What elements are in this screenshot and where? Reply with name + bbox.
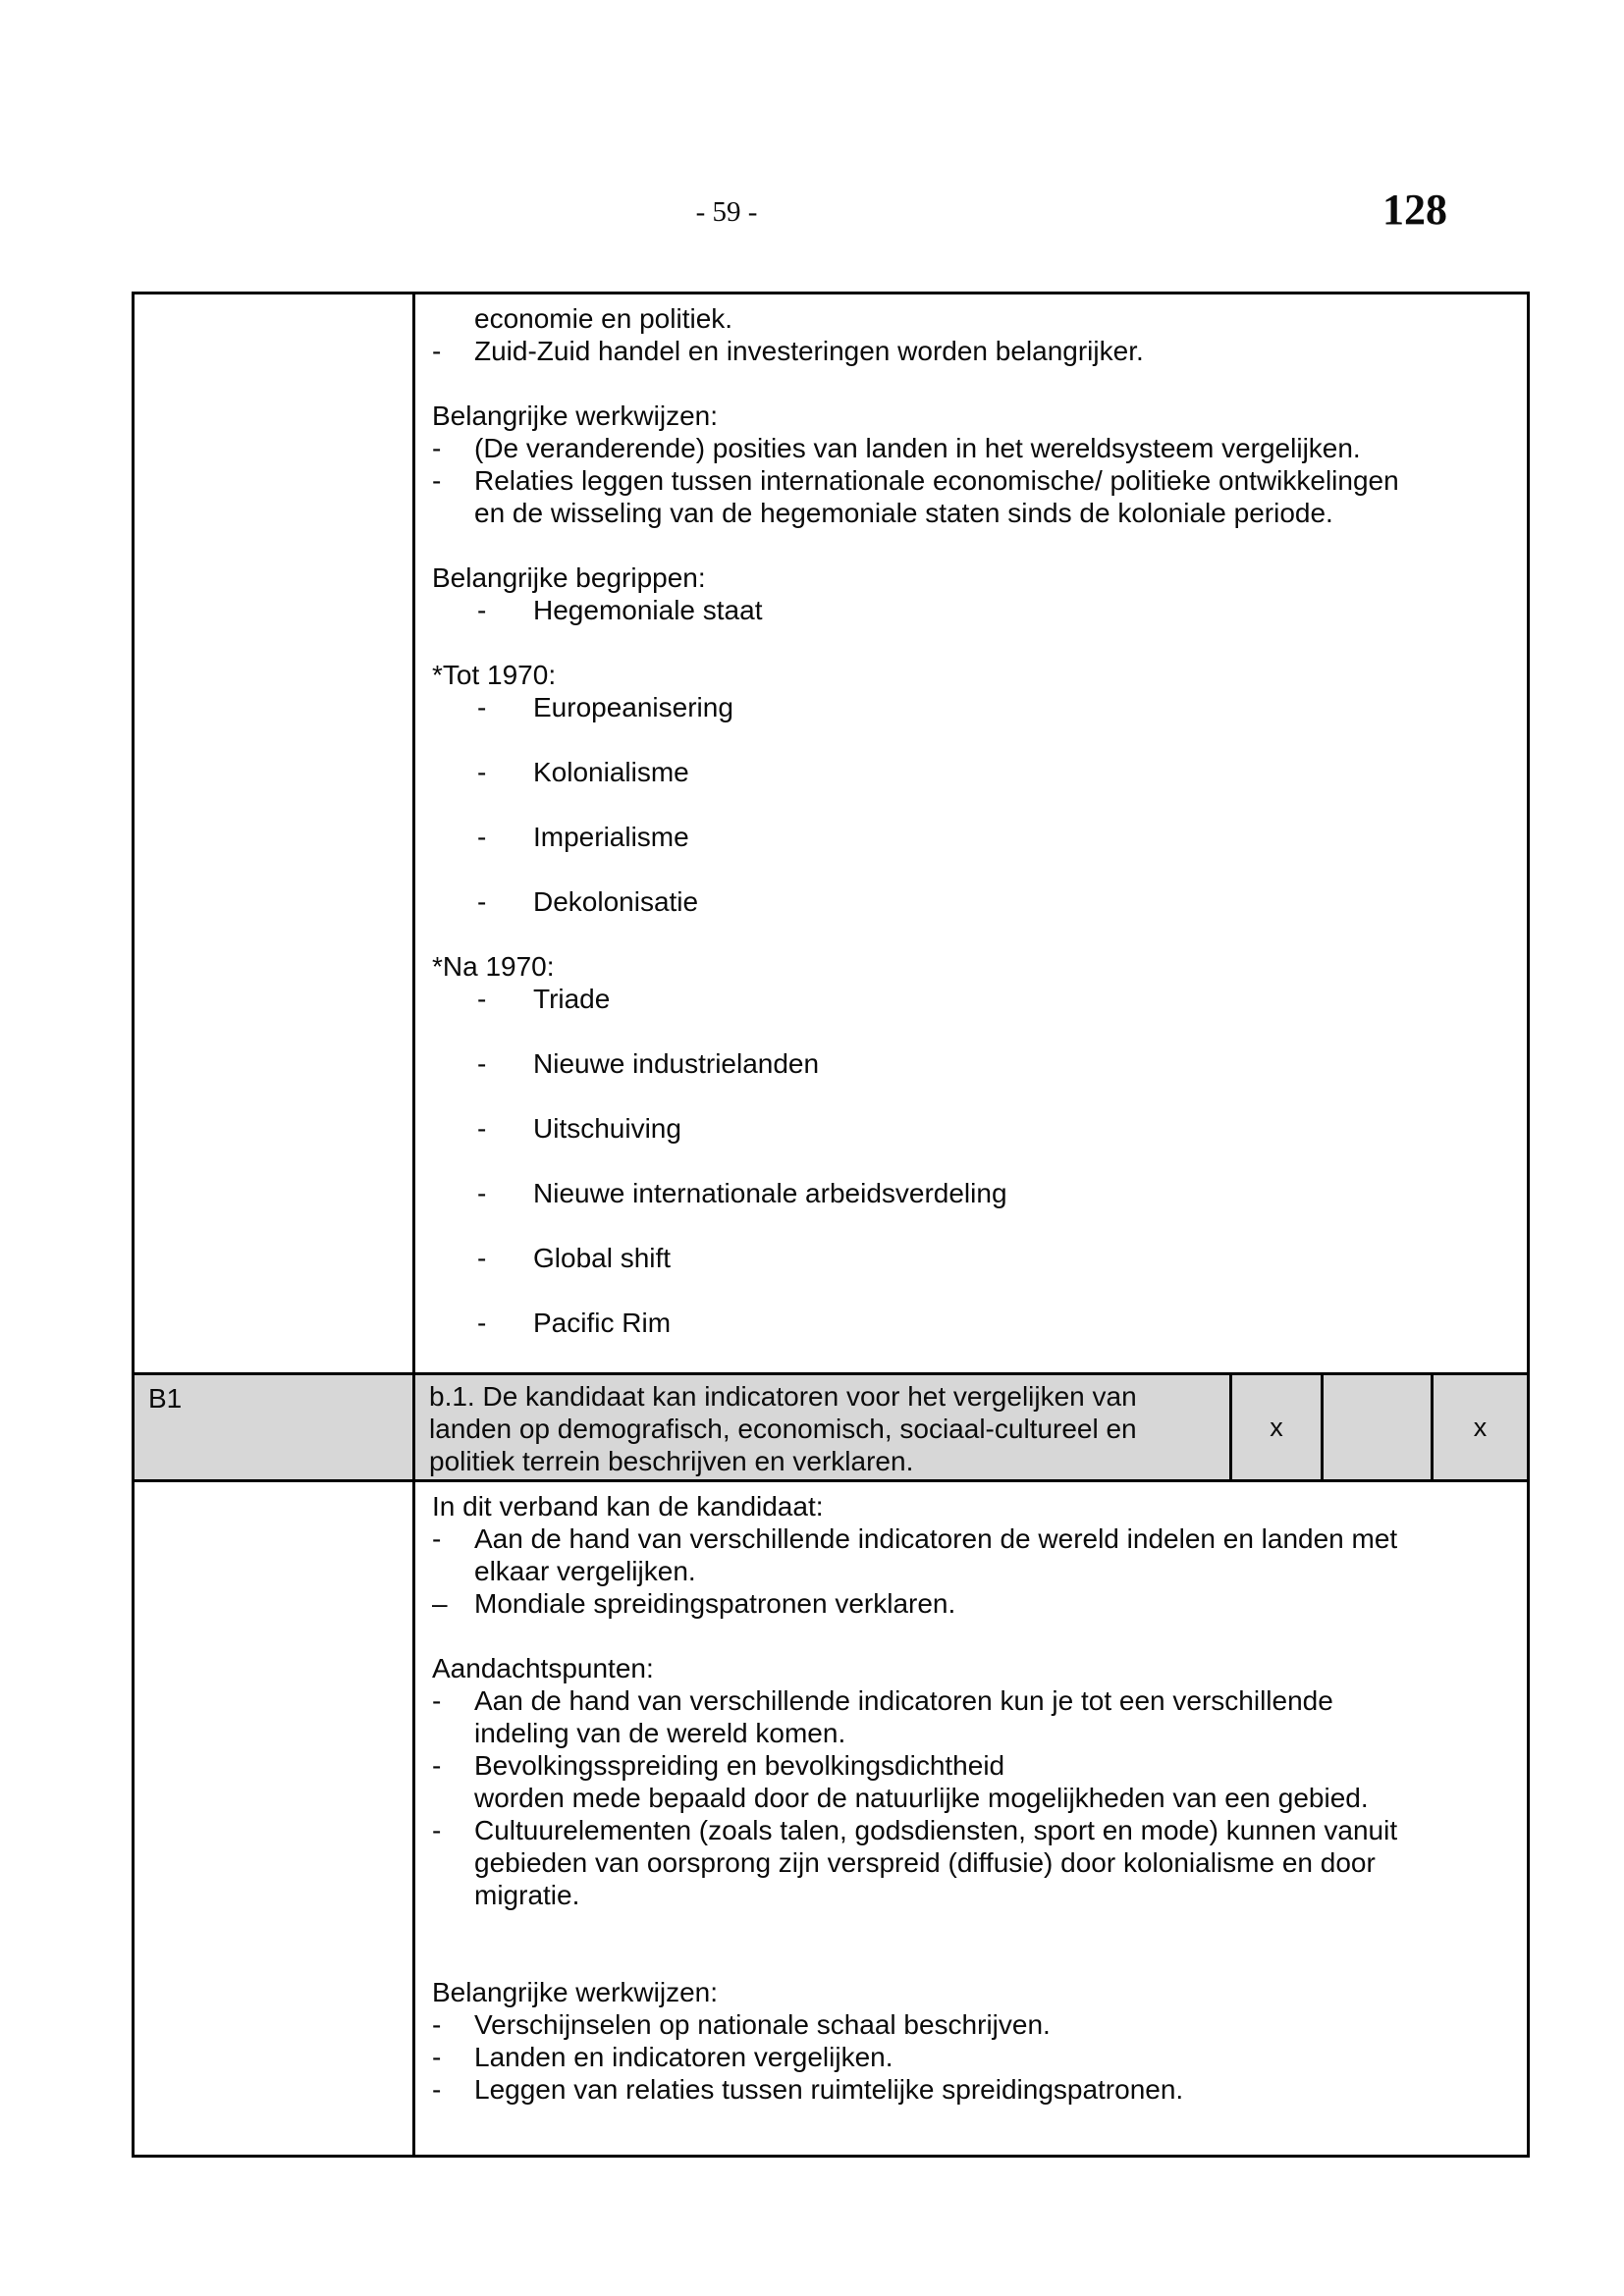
blank-line: [415, 1015, 1527, 1047]
bullet-text: Cultuurelementen (zoals talen, godsdiensten, sport en mode) kunnen vanuit: [474, 1815, 1398, 1845]
bullet-text: Mondiale spreidingspatronen verklaren.: [474, 1588, 956, 1619]
table-row: [135, 1479, 1527, 2155]
text-line: [415, 1522, 1527, 1555]
text-line: economie en politiek.: [474, 303, 733, 334]
text-line: b.1. De kandidaat kan indicatoren voor het vergelijken van: [429, 1381, 1137, 1412]
bullet-dash: -: [477, 1308, 487, 1338]
bullet-dash: -: [477, 984, 487, 1014]
text-line: [415, 983, 1527, 1015]
row-content-cell: [415, 1482, 1527, 2155]
text-line: elkaar vergelijken.: [474, 1556, 696, 1586]
blank-line: [415, 529, 1527, 561]
mark-cell-1: x: [1232, 1375, 1324, 1479]
bullet-dash: -: [432, 1523, 442, 1554]
text-line: [415, 1814, 1527, 1846]
text-line: [415, 432, 1527, 464]
text-line: [415, 1242, 1527, 1274]
blank-line: [415, 1274, 1527, 1307]
bullet-dash: -: [477, 822, 487, 852]
text-line: [415, 1749, 1527, 1782]
bullet-text: (De veranderende) posities van landen in het wereldsysteem vergelijken.: [474, 433, 1361, 463]
bullet-dash: -: [432, 1685, 442, 1716]
blank-line: [415, 367, 1527, 400]
bullet-dash: -: [432, 433, 442, 463]
text-line: [415, 691, 1527, 723]
text-line: [415, 885, 1527, 918]
blank-line: [415, 1209, 1527, 1242]
bullet-dash: -: [432, 465, 442, 496]
text-line: [415, 756, 1527, 788]
text-line: gebieden van oorsprong zijn verspreid (diffusie) door kolonialisme en door: [474, 1847, 1376, 1878]
blank-line: [415, 1080, 1527, 1112]
bullet-text: Pacific Rim: [533, 1308, 672, 1338]
text-line: [415, 1307, 1527, 1339]
text-line: politiek terrein beschrijven en verklaren.: [429, 1446, 914, 1476]
blank-line: [415, 1944, 1527, 1976]
bullet-text: Verschijnselen op nationale schaal beschrijven.: [474, 2009, 1051, 2040]
text-line: [415, 2041, 1527, 2073]
bullet-dash: -: [477, 692, 487, 722]
bullet-text: Nieuwe industrielanden: [533, 1048, 820, 1079]
bullet-dash: -: [432, 336, 442, 366]
page-number: - 59 -: [695, 196, 758, 228]
mark-cell-2: [1324, 1375, 1434, 1479]
bullet-dash: –: [432, 1588, 448, 1619]
bullet-text: Leggen van relaties tussen ruimtelijke spreidingspatronen.: [474, 2074, 1184, 2105]
curriculum-table: [132, 292, 1530, 2158]
bullet-dash: -: [477, 595, 487, 625]
bullet-dash: -: [477, 1048, 487, 1079]
text-line: *Na 1970:: [432, 951, 555, 982]
blank-line: [415, 1911, 1527, 1944]
text-line: landen op demografisch, economisch, sociaal-cultureel en: [429, 1414, 1137, 1444]
blank-line: [415, 788, 1527, 821]
bullet-text: Kolonialisme: [533, 757, 689, 787]
text-line: migratie.: [474, 1880, 580, 1910]
bullet-dash: -: [477, 1178, 487, 1208]
text-line: Aandachtspunten:: [432, 1653, 654, 1683]
text-line: en de wisseling van de hegemoniale staten sinds de koloniale periode.: [474, 498, 1333, 528]
bullet-dash: -: [477, 757, 487, 787]
text-line: [415, 1047, 1527, 1080]
table-row-highlighted: [135, 1372, 1527, 1479]
bullet-text: Dekolonisatie: [533, 886, 699, 917]
bullet-dash: -: [432, 1750, 442, 1781]
bullet-text: Bevolkingsspreiding en bevolkingsdichtheid: [474, 1750, 1005, 1781]
row-label-cell: [135, 294, 415, 1372]
bullet-dash: -: [432, 2009, 442, 2040]
row-content-cell: [415, 294, 1527, 1372]
bullet-text: Aan de hand van verschillende indicatoren kun je tot een verschillende: [474, 1685, 1333, 1716]
blank-line: [415, 853, 1527, 885]
text-line: Belangrijke werkwijzen:: [432, 1977, 719, 2007]
bullet-dash: -: [432, 2042, 442, 2072]
bullet-text: Aan de hand van verschillende indicatoren de wereld indelen en landen met: [474, 1523, 1398, 1554]
goal-text-cell: [415, 1375, 1232, 1479]
bullet-dash: -: [432, 2074, 442, 2105]
bullet-text: Landen en indicatoren vergelijken.: [474, 2042, 893, 2072]
text-line: [415, 335, 1527, 367]
text-line: In dit verband kan de kandidaat:: [432, 1491, 824, 1522]
blank-line: [415, 723, 1527, 756]
row-label-cell: [135, 1482, 415, 2155]
bullet-text: Uitschuiving: [533, 1113, 681, 1144]
blank-line: [415, 1620, 1527, 1652]
text-line: [415, 821, 1527, 853]
text-line: [415, 1684, 1527, 1717]
mark-cell-3: x: [1473, 1412, 1488, 1442]
bullet-dash: -: [432, 1815, 442, 1845]
blank-line: [415, 626, 1527, 659]
text-line: [415, 1587, 1527, 1620]
text-line: *Tot 1970:: [432, 660, 557, 690]
table-row: [135, 294, 1527, 1372]
bullet-dash: -: [477, 1243, 487, 1273]
text-line: indeling van de wereld komen.: [474, 1718, 846, 1748]
text-line: Belangrijke werkwijzen:: [432, 400, 719, 431]
blank-line: [415, 918, 1527, 950]
bullet-text: Hegemoniale staat: [533, 595, 763, 625]
text-line: Belangrijke begrippen:: [432, 562, 706, 593]
bullet-dash: -: [477, 886, 487, 917]
text-line: [415, 594, 1527, 626]
bullet-text: Imperialisme: [533, 822, 689, 852]
bullet-text: Relaties leggen tussen internationale economische/ politieke ontwikkelingen: [474, 465, 1399, 496]
corner-page-number: 128: [1382, 186, 1447, 234]
bullet-text: Zuid-Zuid handel en investeringen worden belangrijker.: [474, 336, 1144, 366]
bullet-dash: -: [477, 1113, 487, 1144]
bullet-text: Triade: [533, 984, 611, 1014]
bullet-text: Global shift: [533, 1243, 672, 1273]
blank-line: [415, 1145, 1527, 1177]
text-line: [415, 2008, 1527, 2041]
row-label-cell: B1: [135, 1375, 415, 1479]
text-line: [415, 464, 1527, 497]
text-line: [415, 2073, 1527, 2106]
bullet-text: Europeanisering: [533, 692, 733, 722]
text-line: [415, 1177, 1527, 1209]
text-line: [415, 1112, 1527, 1145]
text-line: worden mede bepaald door de natuurlijke mogelijkheden van een gebied.: [474, 1783, 1369, 1813]
bullet-text: Nieuwe internationale arbeidsverdeling: [533, 1178, 1007, 1208]
